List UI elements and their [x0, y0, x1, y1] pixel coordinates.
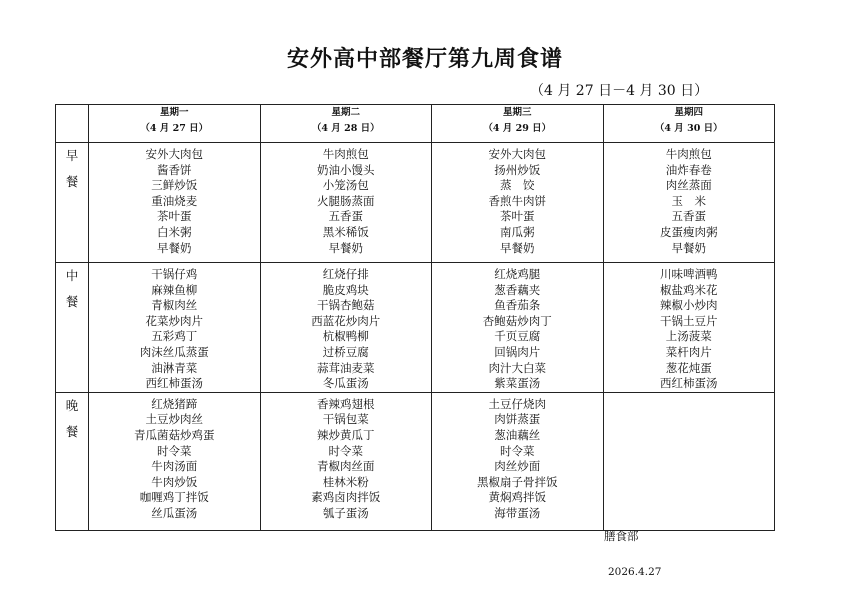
signature-department: 膳食部: [604, 529, 639, 543]
day-header-wednesday: [432, 105, 604, 143]
menu-item: 茶叶蛋: [157, 209, 192, 224]
menu-item: 桂林米粉: [322, 474, 369, 489]
menu-item: 五香蛋: [328, 209, 363, 224]
menu-item: 辣炒黄瓜丁: [317, 427, 375, 442]
menu-item: 冬瓜蛋汤: [322, 376, 369, 391]
day-header-thursday: [603, 105, 775, 143]
menu-item: 瓠子蛋汤: [322, 505, 369, 520]
menu-item: 丝瓜蛋汤: [151, 505, 198, 520]
menu-item: 五香蛋: [671, 209, 706, 224]
menu-item: 重油烧麦: [151, 193, 198, 208]
lunch-row: [56, 263, 775, 393]
menu-item: 青椒肉丝面: [317, 459, 375, 474]
menu-item: 五彩鸡丁: [151, 329, 198, 344]
menu-item: 早餐奶: [157, 240, 192, 255]
breakfast-monday-cell: [89, 143, 261, 263]
menu-item: 葱花炖蛋: [665, 360, 712, 375]
menu-item: 玉 米: [671, 193, 706, 208]
menu-item: 肉丝炒面: [494, 459, 541, 474]
menu-item: 牛肉炒饭: [151, 474, 198, 489]
day-header-row: [56, 105, 775, 143]
menu-item: 奶油小馒头: [317, 162, 375, 177]
breakfast-tuesday-cell: [260, 143, 432, 263]
menu-item: 蒜茸油麦菜: [317, 360, 375, 375]
menu-item: 早餐奶: [500, 240, 535, 255]
menu-item: 菜杆肉片: [665, 344, 712, 359]
meal-label-dinner: 晚 餐: [56, 392, 89, 530]
menu-item: 咖喱鸡丁拌饭: [139, 490, 209, 505]
day-date: （4 月 28 日）: [311, 123, 380, 134]
menu-item: 干锅土豆片: [660, 313, 718, 328]
menu-item: 红烧鸡腿: [494, 267, 541, 281]
menu-item: 早餐奶: [328, 240, 363, 255]
menu-item: 肉饼蒸蛋: [494, 412, 541, 427]
signature-date: 2026.4.27: [608, 566, 662, 578]
menu-item: 过桥豆腐: [322, 344, 369, 359]
menu-item: 麻辣鱼柳: [151, 282, 198, 297]
menu-item: 白米粥: [157, 224, 192, 239]
lunch-thursday-cell: [603, 263, 775, 393]
menu-item: 蒸 饺: [500, 178, 535, 193]
day-header-monday: [89, 105, 261, 143]
breakfast-thursday-cell: [603, 143, 775, 263]
menu-item: 黑椒扇子骨拌饭: [477, 474, 558, 489]
menu-item: 三鲜炒饭: [151, 178, 198, 193]
menu-item: 皮蛋瘦肉粥: [660, 224, 718, 239]
menu-item: 火腿肠蒸面: [317, 193, 375, 208]
dinner-monday-cell: [89, 392, 261, 530]
menu-item: 肉丝蒸面: [665, 178, 712, 193]
menu-item: 早餐奶: [671, 240, 706, 255]
day-name: 星期三: [502, 107, 532, 118]
lunch-wednesday-cell: [432, 263, 604, 393]
menu-item: 杭椒鸭柳: [322, 329, 369, 344]
menu-item: 油炸春卷: [665, 162, 712, 177]
menu-item: 南瓜粥: [500, 224, 535, 239]
breakfast-wednesday-cell: [432, 143, 604, 263]
lunch-monday-cell: [89, 263, 261, 393]
menu-item: 辣椒小炒肉: [660, 298, 718, 313]
menu-item: 安外大肉包: [145, 147, 203, 161]
menu-item: 川味啤酒鸭: [660, 267, 718, 281]
menu-item: 青椒肉丝: [151, 298, 198, 313]
date-range: （4 月 27 日－4 月 30 日）: [530, 83, 709, 99]
menu-item: 时令菜: [157, 443, 192, 458]
menu-item: 干锅杏鲍菇: [317, 298, 375, 313]
menu-item: 椒盐鸡米花: [660, 282, 718, 297]
menu-item: 西红柿蛋汤: [145, 376, 203, 391]
menu-item: 西红柿蛋汤: [660, 376, 718, 391]
menu-item: 时令菜: [500, 443, 535, 458]
menu-item: 香辣鸡翅根: [317, 396, 375, 411]
menu-item: 紫菜蛋汤: [494, 376, 541, 391]
menu-item: 回锅肉片: [494, 344, 541, 359]
menu-item: 葱香藕夹: [494, 282, 541, 297]
menu-item: 鱼香茄条: [494, 298, 541, 313]
day-date: （4 月 27 日）: [140, 123, 209, 134]
day-name: 星期四: [674, 107, 703, 118]
menu-item: 海带蛋汤: [494, 505, 541, 520]
menu-item: 黑米稀饭: [322, 224, 369, 239]
menu-item: 安外大肉包: [488, 147, 546, 161]
menu-item: 土豆炒肉丝: [145, 412, 203, 427]
menu-item: 脆皮鸡块: [322, 282, 369, 297]
menu-item: 上汤菠菜: [665, 329, 712, 344]
lunch-tuesday-cell: [260, 263, 432, 393]
menu-item: 西蓝花炒肉片: [311, 313, 381, 328]
day-header-tuesday: [260, 105, 432, 143]
menu-item: 牛肉煎包: [322, 147, 369, 161]
dinner-thursday-cell: [603, 392, 775, 530]
menu-item: 酱香饼: [157, 162, 192, 177]
menu-item: 青瓜菌菇炒鸡蛋: [134, 427, 215, 442]
menu-item: 千页豆腐: [494, 329, 541, 344]
dinner-row: [56, 392, 775, 530]
meal-label-lunch: 中 餐: [56, 263, 89, 393]
menu-item: 干锅仔鸡: [151, 267, 198, 281]
menu-item: 油淋青菜: [151, 360, 198, 375]
menu-item: 香煎牛肉饼: [488, 193, 546, 208]
menu-title: 安外高中部餐厅第九周食谱: [286, 46, 563, 72]
menu-item: 时令菜: [328, 443, 363, 458]
dinner-tuesday-cell: [260, 392, 432, 530]
day-date: （4 月 30 日）: [654, 123, 723, 134]
breakfast-row: [56, 143, 775, 263]
menu-item: 花菜炒肉片: [145, 313, 203, 328]
menu-item: 肉沫丝瓜蒸蛋: [139, 344, 209, 359]
dinner-wednesday-cell: [432, 392, 604, 530]
day-name: 星期一: [159, 107, 189, 118]
menu-item: 干锅包菜: [322, 412, 369, 427]
menu-item: 肉汁大白菜: [488, 360, 546, 375]
day-date: （4 月 29 日）: [483, 123, 552, 134]
menu-item: 葱油藕丝: [494, 427, 541, 442]
menu-item: 土豆仔烧肉: [488, 396, 546, 411]
menu-item: 黄焖鸡拌饭: [488, 490, 546, 505]
corner-cell: [56, 105, 89, 143]
day-name: 星期二: [331, 107, 360, 118]
menu-item: 牛肉煎包: [665, 147, 712, 161]
menu-item: 杏鲍菇炒肉丁: [482, 313, 552, 328]
menu-item: 茶叶蛋: [500, 209, 535, 224]
menu-item: 扬州炒饭: [494, 162, 541, 177]
menu-item: 牛肉汤面: [151, 459, 198, 474]
menu-item: 素鸡卤肉拌饭: [311, 490, 381, 505]
meal-label-breakfast: 早 餐: [56, 143, 89, 263]
menu-item: 红烧猪蹄: [151, 396, 198, 411]
menu-item: 小笼汤包: [322, 178, 369, 193]
menu-item: 红烧仔排: [322, 267, 369, 281]
menu-table: [55, 104, 775, 531]
